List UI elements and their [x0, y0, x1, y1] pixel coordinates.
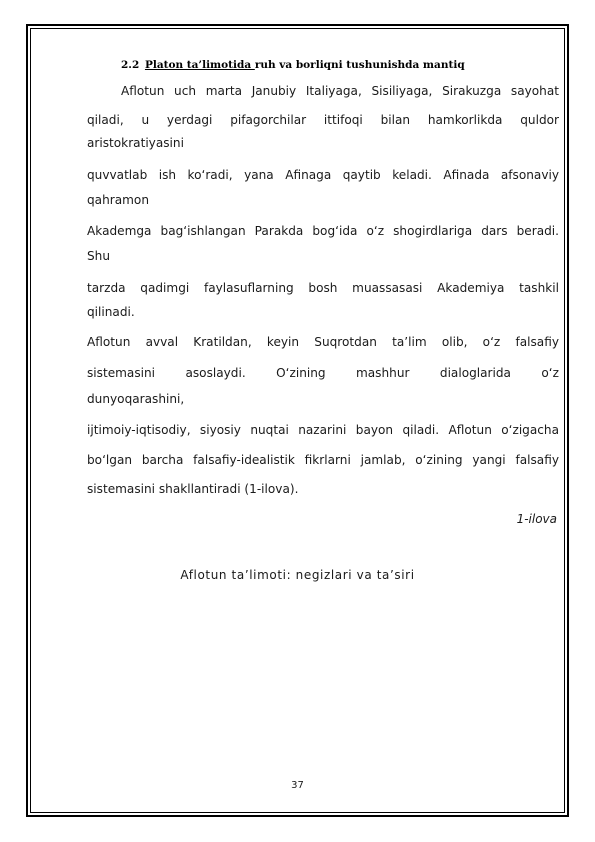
- paragraph-line-9: qilinadi.: [87, 305, 135, 319]
- paragraph-line-5: qahramon: [87, 193, 149, 207]
- paragraph-line-12: dunyoqarashini,: [87, 392, 185, 406]
- page-number: 37: [291, 780, 304, 791]
- paragraph-line-11: sistemasini asoslaydi. O‘zining mashhur dialoglarida o‘z: [87, 366, 559, 380]
- paragraph-line-4: quvvatlab ish ko‘radi, yana Afinaga qaytib keladi. Afinada afsonaviy: [87, 168, 559, 182]
- paragraph-line-15: sistemasini shakllantiradi (1-ilova).: [87, 482, 299, 496]
- section-heading: [121, 59, 465, 71]
- paragraph-line-2: qiladi, u yerdagi pifagorchilar ittifoqi bilan hamkorlikda quldor: [87, 113, 559, 127]
- paragraph-line-6: Akademga bag‘ishlangan Parakda bog‘ida o‘z shogirdlariga dars beradi.: [87, 224, 559, 238]
- figure-caption: Aflotun ta’limoti: negizlari va ta’siri: [180, 568, 415, 582]
- paragraph-line-14: bo‘lgan barcha falsafiy-idealistik fikrlarni jamlab, o‘zining yangi falsafiy: [87, 453, 559, 467]
- paragraph-line-13: ijtimoiy-iqtisodiy, siyosiy nuqtai nazarini bayon qiladi. Aflotun o‘zigacha: [87, 423, 559, 437]
- paragraph-line-3: aristokratiyasini: [87, 136, 184, 150]
- paragraph-line-8: tarzda qadimgi faylasuflarning bosh muassasasi Akademiya tashkil: [87, 281, 559, 295]
- paragraph-line-7: Shu: [87, 249, 111, 263]
- section-heading-link[interactable]: Platon ta’limotida: [144, 59, 255, 71]
- section-heading-rest: ruh va borliqni tushunishda mantiq: [254, 59, 465, 71]
- paragraph-line-10: Aflotun avval Kratildan, keyin Suqrotdan ta’lim olib, o‘z falsafiy: [87, 335, 559, 349]
- section-number: 2.2: [121, 59, 140, 71]
- appendix-label: 1-ilova: [516, 512, 557, 526]
- paragraph-line-1: Aflotun uch marta Janubiy Italiyaga, Sisiliyaga, Sirakuzga sayohat: [121, 84, 559, 98]
